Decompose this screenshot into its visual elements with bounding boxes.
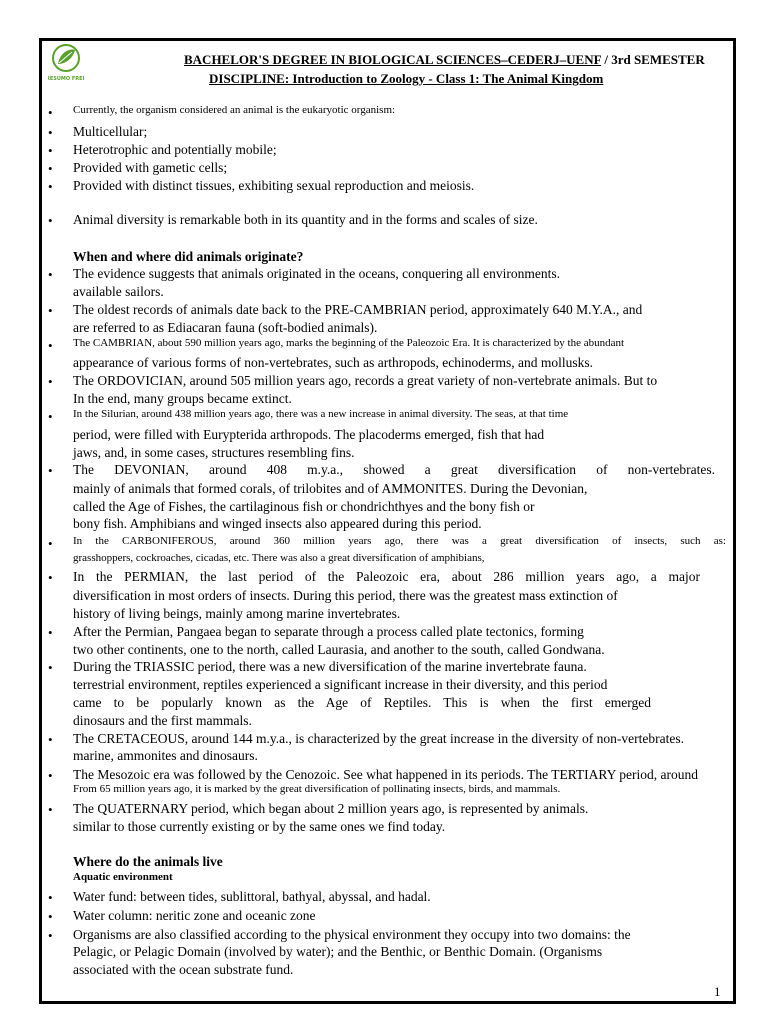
bullet-icon: • [48, 802, 53, 817]
text-line: The oldest records of animals date back to the PRE-CAMBRIAN period, approximately 640 M.Y.A., and [73, 302, 643, 317]
text-line: jaws, and, in some cases, structures resembling fins. [73, 445, 355, 460]
program-title: BACHELOR'S DEGREE IN BIOLOGICAL SCIENCES–CEDERJ–UENF [184, 52, 602, 67]
bullet-icon: • [48, 463, 53, 478]
text-line: two other continents, one to the north, called Laurasia, and another to the south, called Gondwana. [73, 642, 605, 657]
discipline-title: DISCIPLINE: Introduction to Zoology - Class 1: The Animal Kingdom [209, 71, 604, 86]
bullet-icon: • [48, 732, 53, 747]
bullet-icon: • [48, 179, 53, 194]
bullet-icon: • [48, 125, 53, 140]
text-line: In the Silurian, around 438 million years ago, there was a new increase in animal diversity. The seas, at that time [73, 408, 569, 420]
text-line: The CAMBRIAN, about 590 million years ago, marks the beginning of the Paleozoic Era. It is characterized by the abundant [73, 337, 625, 349]
text-line: In the end, many groups became extinct. [73, 391, 292, 406]
bullet-icon: • [48, 374, 53, 389]
bullet-icon: • [48, 143, 53, 158]
text-line: The CRETACEOUS, around 144 m.y.a., is characterized by the great increase in the diversity of non-vertebrates. [73, 731, 684, 746]
text-line: In the PERMIAN, the last period of the Paleozoic era, about 286 million years ago, a major [73, 569, 700, 584]
bullet-icon: • [48, 625, 53, 640]
section-heading: When and where did animals originate? [73, 249, 304, 264]
section-heading: Where do the animals live [73, 854, 223, 869]
bullet-icon: • [48, 660, 53, 675]
text-line: The ORDOVICIAN, around 505 million years ago, records a great variety of non-vertebrate animals. But to [73, 373, 658, 388]
title-separator: / [601, 52, 612, 67]
text-line: Water fund: between tides, sublittoral, bathyal, abyssal, and hadal. [73, 889, 431, 904]
bullet-icon: • [48, 909, 53, 924]
text-line: marine, ammonites and dinosaurs. [73, 748, 258, 763]
text-line: mainly of animals that formed corals, of trilobites and of AMMONITES. During the Devonian, [73, 481, 588, 496]
text-line: Animal diversity is remarkable both in its quantity and in the forms and scales of size. [73, 212, 538, 227]
text-line: During the TRIASSIC period, there was a new diversification of the marine invertebrate fauna. [73, 659, 587, 674]
text-line: Multicellular; [73, 124, 148, 139]
text-line: dinosaurs and the first mammals. [73, 713, 252, 728]
svg-text:RESUMO FREE: RESUMO FREE [48, 76, 84, 82]
document-title [184, 52, 705, 68]
page-number: 1 [714, 984, 721, 999]
text-line: appearance of various forms of non-vertebrates, such as arthropods, echinoderms, and mollusks. [73, 355, 593, 370]
bullet-icon: • [48, 409, 53, 424]
bullet-icon: • [48, 267, 53, 282]
text-line: The Mesozoic era was followed by the Cenozoic. See what happened in its periods. The TERTIARY period, around [73, 767, 699, 782]
text-line: Provided with distinct tissues, exhibiting sexual reproduction and meiosis. [73, 178, 475, 193]
section-heading: Aquatic environment [73, 871, 173, 883]
text-line: similar to those currently existing or by the same ones we find today. [73, 819, 446, 834]
text-line: diversification in most orders of insects. During this period, there was the greatest mass extinction of [73, 588, 618, 603]
text-line: Pelagic, or Pelagic Domain (involved by water); and the Benthic, or Benthic Domain. (Organisms [73, 944, 603, 959]
text-line: terrestrial environment, reptiles experienced a significant increase in their diversity, and this period [73, 677, 608, 692]
bullet-icon: • [48, 213, 53, 228]
bullet-icon: • [48, 890, 53, 905]
bullet-icon: • [48, 768, 53, 783]
text-line: grasshoppers, cockroaches, cicadas, etc. There was also a great diversification of amphibians, [73, 552, 485, 564]
text-line: After the Permian, Pangaea began to separate through a process called plate tectonics, forming [73, 624, 584, 639]
bullet-icon: • [48, 105, 53, 120]
text-line: came to be popularly known as the Age of Reptiles. This is when the first emerged [73, 695, 651, 710]
text-line: available sailors. [73, 284, 164, 299]
text-line: Currently, the organism considered an animal is the eukaryotic organism: [73, 104, 396, 116]
bullet-icon: • [48, 928, 53, 943]
text-line: history of living beings, mainly among marine invertebrates. [73, 606, 401, 621]
text-line: From 65 million years ago, it is marked by the great diversification of pollinating insects, birds, and mammals. [73, 783, 561, 795]
text-line: Heterotrophic and potentially mobile; [73, 142, 277, 157]
resumo-free-logo [48, 42, 84, 82]
text-line: In the CARBONIFEROUS, around 360 million years ago, there was a great diversification of insects, such as: [73, 535, 726, 547]
bullet-icon: • [48, 161, 53, 176]
text-line: Water column: neritic zone and oceanic zone [73, 908, 316, 923]
text-line: called the Age of Fishes, the cartilaginous fish or chondrichthyes and the bony fish or [73, 499, 535, 514]
text-line: associated with the ocean substrate fund. [73, 962, 294, 977]
bullet-icon: • [48, 303, 53, 318]
text-line: The evidence suggests that animals originated in the oceans, conquering all environments. [73, 266, 560, 281]
text-line: bony fish. Amphibians and winged insects also appeared during this period. [73, 516, 482, 531]
bullet-icon: • [48, 338, 53, 353]
text-line: Organisms are also classified according to the physical environment they occupy into two domains: the [73, 927, 631, 942]
semester-label: 3rd SEMESTER [611, 52, 705, 67]
text-line: The DEVONIAN, around 408 m.y.a., showed a great diversification of non-vertebrates. [73, 462, 715, 477]
bullet-icon: • [48, 570, 53, 585]
text-line: are referred to as Ediacaran fauna (soft-bodied animals). [73, 320, 378, 335]
text-line: The QUATERNARY period, which began about 2 million years ago, is represented by animals. [73, 801, 589, 816]
text-line: period, were filled with Eurypterida arthropods. The placoderms emerged, fish that had [73, 427, 545, 442]
bullet-icon: • [48, 536, 53, 551]
text-line: Provided with gametic cells; [73, 160, 228, 175]
